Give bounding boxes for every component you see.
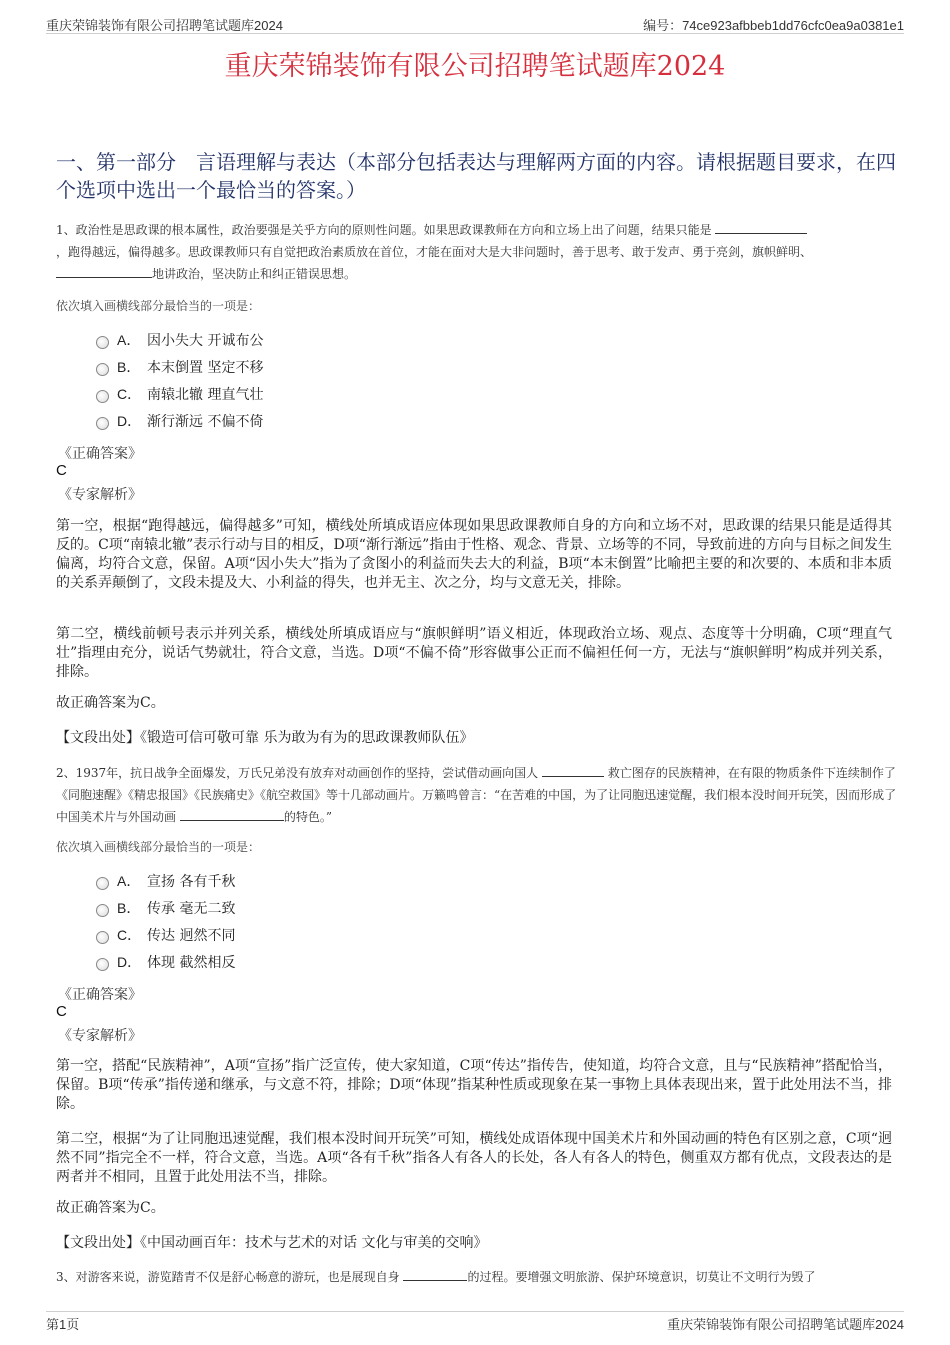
question-1-blank-1: [715, 220, 807, 234]
question-2-stem: [56, 762, 898, 828]
question-2-text-part2: 救亡图存的民族精神，在有限的物质条件下连续制作了《同胞速醒》《精忠报国》《民族痛史》《航空救国》等十几部动画片。万籁鸣曾言：“在苦难的中国，为了让同胞迅速觉醒，我们根本没时间开玩笑，因而形成了中国美术片与外国动画: [56, 766, 897, 824]
radio-icon[interactable]: [96, 390, 109, 403]
option-a[interactable]: A． 宣扬 各有千秋: [96, 867, 235, 894]
footer-doc-title: 重庆荣锦装饰有限公司招聘笔试题库2024: [667, 1317, 904, 1332]
question-1-analysis-label: 《专家解析》: [58, 487, 142, 503]
question-1-analysis-para-2: 第二空，横线前顿号表示并列关系，横线处所填成语应与“旗帜鲜明”语义相近，体现政治立场、观点、态度等十分明确，C项“理直气壮”指理由充分，说话气势就壮，符合文意，当选。D项“不偏不倚”形容做事公正而不偏袒任何一方，无法与“旗帜鲜明”构成并列关系，排除。: [56, 626, 892, 680]
question-2-answer-label: 《正确答案》: [58, 987, 142, 1003]
option-b[interactable]: B． 本末倒置 坚定不移: [96, 353, 263, 380]
question-1-text-part2: ，跑得越远，偏得越多。思政课教师只有自觉把政治素质放在首位，才能在面对大是大非问题时，善于思考、敢于发声、勇于亮剑，旗帜鲜明、: [56, 245, 813, 259]
option-c[interactable]: C． 传达 迥然不同: [96, 921, 235, 948]
question-1-text-part1: 1、政治性是思政课的根本属性，政治要强是关乎方向的原则性问题。如果思政课教师在方向和立场上出了问题，结果只能是: [56, 223, 712, 237]
radio-icon[interactable]: [96, 417, 109, 430]
option-c[interactable]: C． 南辕北辙 理直气壮: [96, 380, 263, 407]
page-header: [46, 14, 904, 34]
question-1-prompt: 依次填入画横线部分最恰当的一项是：: [56, 299, 261, 313]
question-2-conclusion: 故正确答案为C。: [56, 1200, 165, 1216]
header-doc-title: 重庆荣锦装饰有限公司招聘笔试题库2024: [46, 18, 283, 33]
question-1-answer: C: [56, 462, 67, 479]
page-title: 重庆荣锦装饰有限公司招聘笔试题库2024: [224, 51, 726, 82]
question-2-analysis-para-1: 第一空，搭配“民族精神”，A项“宣扬”指广泛宣传，使大家知道，C项“传达”指传告，使知道，均符合文意，且与“民族精神”搭配恰当，保留。B项“传承”指传递和继承，与文意不符，排除；D项“体现”指某种性质或现象在某一事物上具体表现出来，置于此处用法不当，排除。: [56, 1058, 892, 1112]
radio-icon[interactable]: [96, 958, 109, 971]
radio-icon[interactable]: [96, 904, 109, 917]
question-1-options: [96, 326, 263, 434]
question-2-source: 【文段出处】《中国动画百年：技术与艺术的对话 文化与审美的交响》: [56, 1235, 488, 1251]
question-1-stem: [56, 219, 898, 285]
question-2-prompt: 依次填入画横线部分最恰当的一项是：: [56, 840, 261, 854]
question-1-source: 【文段出处】《锻造可信可敬可靠 乐为敢为有为的思政课教师队伍》: [56, 730, 474, 746]
question-3-text-part1: 3、对游客来说，游览踏青不仅是舒心畅意的游玩，也是展现自身: [56, 1270, 400, 1284]
option-b[interactable]: B． 传承 毫无二致: [96, 894, 235, 921]
question-2-blank-2: [180, 807, 284, 821]
header-doc-id: 编号：74ce923afbbeb1dd76cfc0ea9a0381e1: [643, 18, 904, 33]
question-3-blank-1: [403, 1267, 467, 1281]
question-2-answer: C: [56, 1003, 67, 1020]
question-1-analysis-para-1: 第一空，根据“跑得越远，偏得越多”可知，横线处所填成语应体现如果思政课教师自身的方向和立场不对，思政课的结果只能是适得其反的。C项“南辕北辙”表示行动与目的相反，D项“渐行渐远”指由于性格、观念、背景、立场等的不同，导致前进的方向与目标之间发生偏离，均符合文意，保留。A项“因小失大”指为了贪图小的利益而失去大的利益，B项“本末倒置”比喻把主要的和次要的、本质和非本质的关系弄颠倒了，文段未提及大、小利益的得失，也并无主、次之分，均与文意无关，排除。: [56, 518, 892, 591]
question-2-analysis-para-2: 第二空，根据“为了让同胞迅速觉醒，我们根本没时间开玩笑”可知，横线处成语体现中国美术片和外国动画的特色有区别之意，C项“迥然不同”指完全不一样，符合文意，当选。A项“各有千秋”指各人有各人的长处，各人有各人的特色，侧重双方都有优点，文段表达的是两者并不相同，且置于此处用法不当，排除。: [56, 1131, 892, 1185]
option-d[interactable]: D． 渐行渐远 不偏不倚: [96, 407, 263, 434]
radio-icon[interactable]: [96, 363, 109, 376]
question-2-options: [96, 867, 235, 975]
section-heading: 一、第一部分 言语理解与表达（本部分包括表达与理解两方面的内容。请根据题目要求，在四个选项中选出一个最恰当的答案。）: [56, 150, 896, 202]
question-2-analysis-label: 《专家解析》: [58, 1028, 142, 1044]
question-3-text-part2: 的过程。要增强文明旅游、保护环境意识，切莫让不文明行为毁了: [467, 1270, 816, 1284]
question-2-text-part3: 的特色。”: [283, 810, 332, 824]
page-footer: [46, 1311, 904, 1331]
question-1-blank-2: [56, 264, 152, 278]
radio-icon[interactable]: [96, 336, 109, 349]
question-2-blank-1: [542, 763, 604, 777]
question-1-text-part3: 地讲政治，坚决防止和纠正错误思想。: [152, 267, 357, 281]
question-1-answer-label: 《正确答案》: [58, 446, 142, 462]
radio-icon[interactable]: [96, 931, 109, 944]
page-number: 第1页: [46, 1317, 80, 1332]
question-3-stem: [56, 1266, 898, 1288]
question-1-conclusion: 故正确答案为C。: [56, 695, 165, 711]
option-a[interactable]: A． 因小失大 开诚布公: [96, 326, 263, 353]
radio-icon[interactable]: [96, 877, 109, 890]
option-d[interactable]: D． 体现 截然相反: [96, 948, 235, 975]
question-2-text-part1: 2、1937年，抗日战争全面爆发，万氏兄弟没有放弃对动画创作的坚持，尝试借动画向国人: [56, 766, 539, 780]
